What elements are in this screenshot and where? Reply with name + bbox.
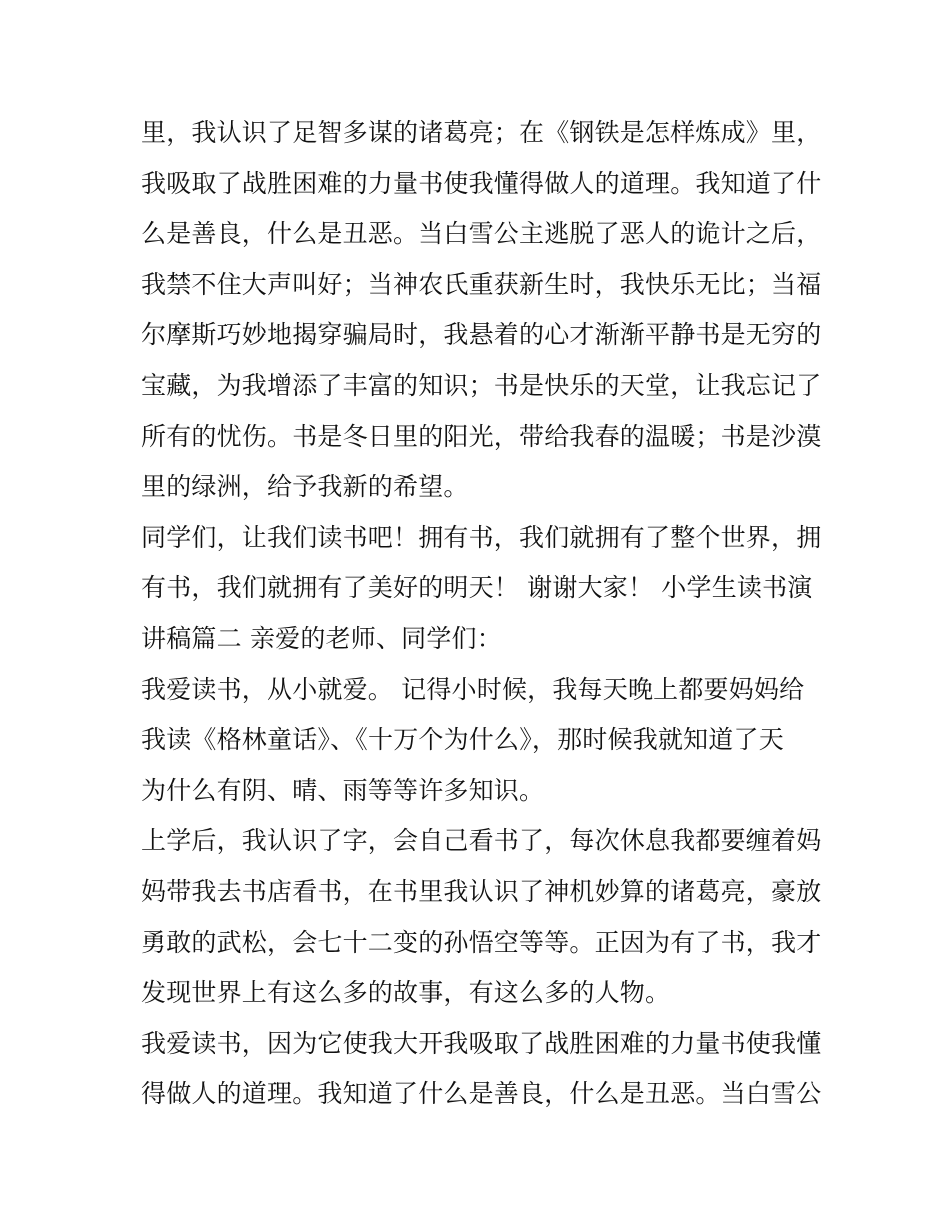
text-line: 里，我认识了足智多谋的诸葛亮；在《钢铁是怎样炼成》里， [141, 118, 822, 147]
text-line: 我吸取了战胜困难的力量书使我懂得做人的道理。我知道了什 [141, 168, 822, 198]
text-line: 所有的忧伤。书是冬日里的阳光，带给我春的温暖；书是沙漠 [141, 421, 822, 451]
text-line: 么是善良，什么是丑恶。当白雪公主逃脱了恶人的诡计之后， [141, 219, 822, 249]
text-line: 我爱读书，因为它使我大开我吸取了战胜困难的力量书使我懂 [141, 1028, 822, 1058]
text-line: 里的绿洲，给予我新的希望。 [141, 472, 469, 502]
text-line: 上学后，我认识了字，会自己看书了，每次休息我都要缠着妈 [141, 826, 822, 856]
body-text [141, 108, 822, 1120]
text-line: 妈带我去书店看书，在书里我认识了神机妙算的诸葛亮，豪放 [141, 876, 822, 906]
text-line: 我爱读书，从小就爱。 记得小时候，我每天晚上都要妈妈给 [141, 674, 805, 704]
text-line: 我读《格林童话》、《十万个为什么》，那时候我就知道了天 [141, 725, 784, 755]
text-line: 勇敢的武松，会七十二变的孙悟空等等。正因为有了书，我才 [141, 927, 822, 957]
text-line: 宝藏，为我增添了丰富的知识；书是快乐的天堂，让我忘记了 [141, 370, 822, 400]
text-line: 为什么有阴、晴、雨等等许多知识。 [141, 775, 545, 805]
text-line: 同学们，让我们读书吧！拥有书，我们就拥有了整个世界，拥 [141, 522, 822, 552]
text-line: 有书，我们就拥有了美好的明天！ 谢谢大家！ 小学生读书演 [141, 573, 813, 603]
text-line: 发现世界上有这么多的故事，有这么多的人物。 [141, 978, 671, 1008]
text-line: 尔摩斯巧妙地揭穿骗局时，我悬着的心才渐渐平静书是无穷的 [141, 320, 822, 350]
text-line: 讲稿篇二 亲爱的老师、同学们： [141, 623, 502, 653]
text-line: 我禁不住大声叫好；当神农氏重获新生时，我快乐无比；当福 [141, 269, 822, 299]
text-line: 得做人的道理。我知道了什么是善良，什么是丑恶。当白雪公 [141, 1079, 822, 1109]
